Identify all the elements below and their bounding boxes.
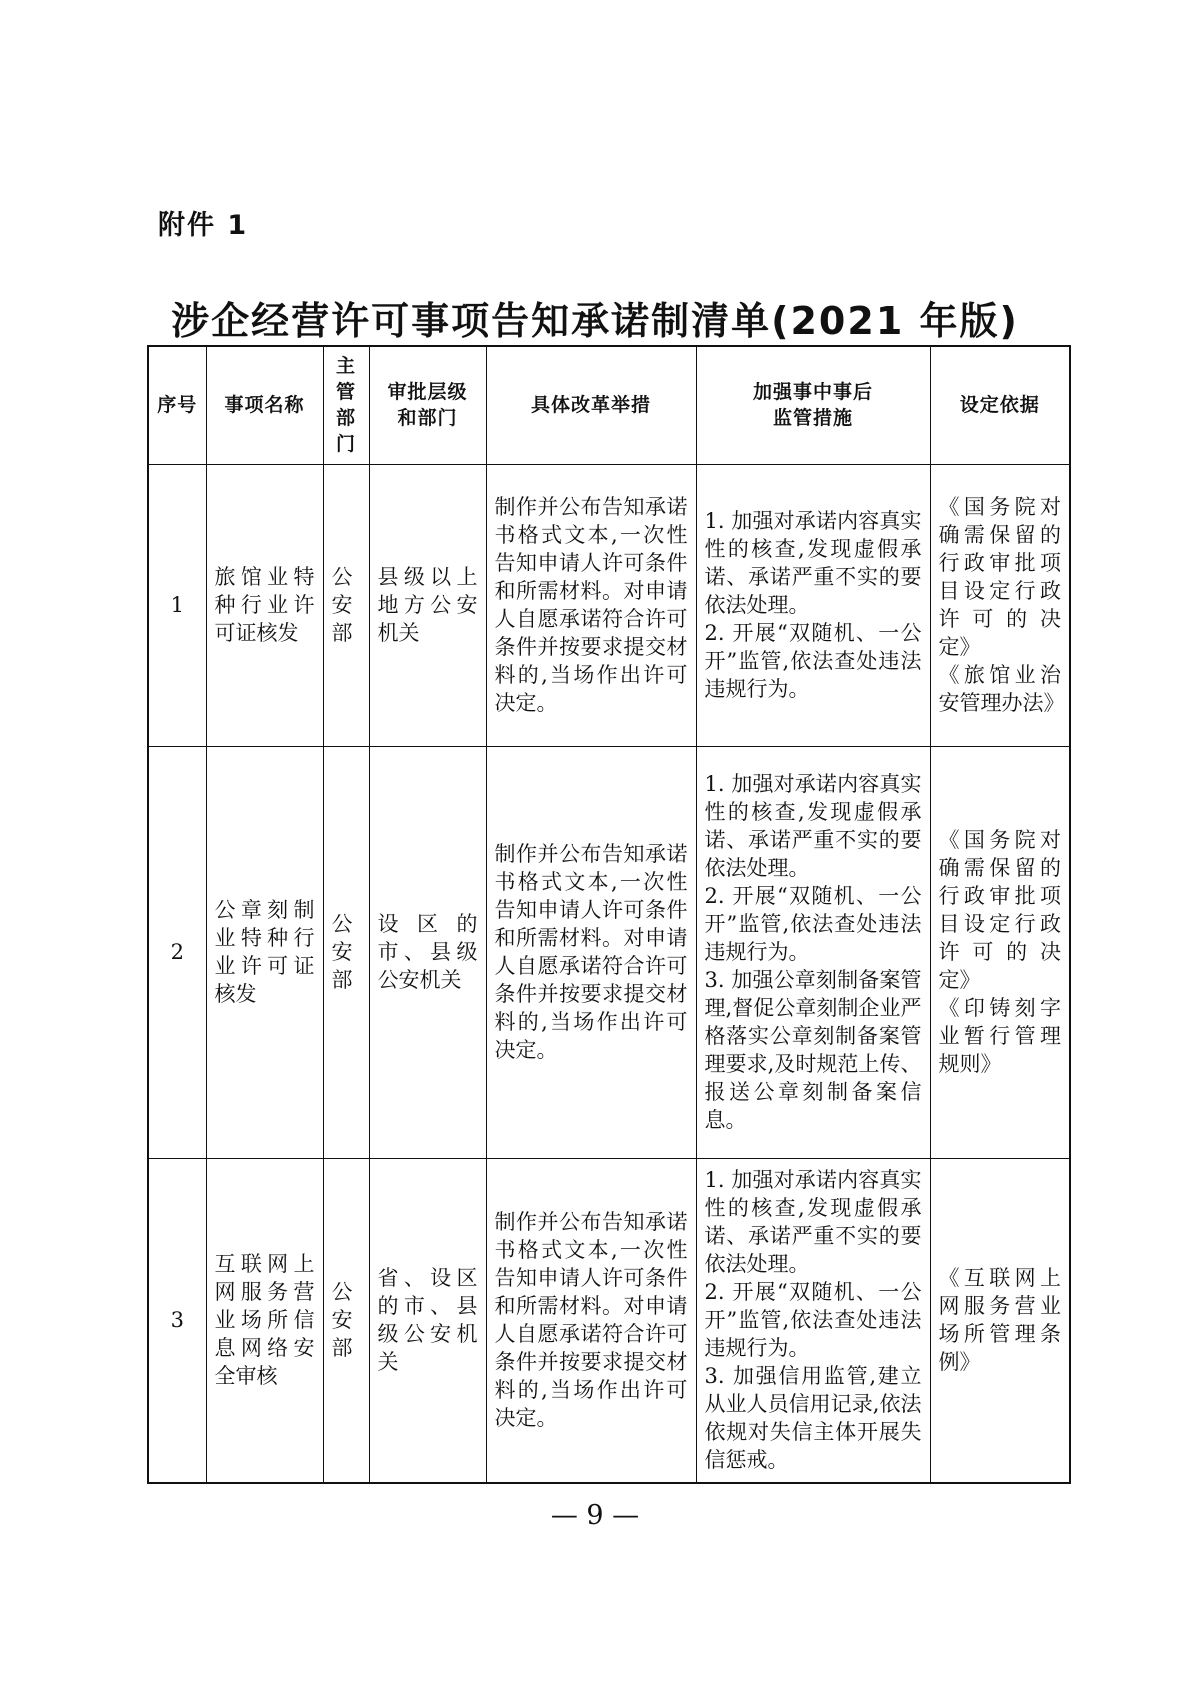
cell-level: 设区的市、县级公安机关 — [369, 746, 486, 1158]
cell-supervision: 1. 加强对承诺内容真实性的核查,发现虚假承诺、承诺严重不实的要依法处理。 2. 开展“双随机、一公开”监管,依法查处违法违规行为。 — [696, 464, 930, 746]
cell-reform: 制作并公布告知承诺书格式文本,一次性告知申请人许可条件和所需材料。对申请人自愿承诺符合许可条件并按要求提交材料的,当场作出许可决定。 — [486, 464, 696, 746]
header-supervision: 加强事中事后 监管措施 — [696, 346, 930, 464]
header-basis: 设定依据 — [930, 346, 1070, 464]
table-header-row — [148, 346, 1070, 464]
cell-level: 省、设区的市、县级公安机关 — [369, 1158, 486, 1483]
cell-seq: 2 — [148, 746, 206, 1158]
header-seq: 序号 — [148, 346, 206, 464]
page-number: — 9 — — [550, 1500, 640, 1531]
header-name: 事项名称 — [206, 346, 323, 464]
cell-dept: 公安部 — [323, 1158, 369, 1483]
cell-level: 县级以上地方公安机关 — [369, 464, 486, 746]
attachment-label: 附件 1 — [158, 210, 249, 241]
permit-list-table — [147, 345, 1071, 1484]
header-dept: 主 管 部 门 — [323, 346, 369, 464]
table-row — [148, 464, 1070, 746]
cell-basis: 《国务院对确需保留的行政审批项目设定行政许可的决定》 《印铸刻字业暂行管理规则》 — [930, 746, 1070, 1158]
cell-basis: 《国务院对确需保留的行政审批项目设定行政许可的决定》 《旅馆业治安管理办法》 — [930, 464, 1070, 746]
cell-seq: 3 — [148, 1158, 206, 1483]
cell-supervision: 1. 加强对承诺内容真实性的核查,发现虚假承诺、承诺严重不实的要依法处理。 2. 开展“双随机、一公开”监管,依法查处违法违规行为。 3. 加强公章刻制备案管理,督促公章刻制企业严格落实公章刻制备案管理要求,及时规范上传、报送公章刻制备案信息。 — [696, 746, 930, 1158]
page-title: 涉企经营许可事项告知承诺制清单(2021 年版) — [171, 299, 1019, 343]
cell-name: 旅馆业特种行业许可证核发 — [206, 464, 323, 746]
cell-supervision: 1. 加强对承诺内容真实性的核查,发现虚假承诺、承诺严重不实的要依法处理。 2. 开展“双随机、一公开”监管,依法查处违法违规行为。 3. 加强信用监管,建立从业人员信用记录,依法依规对失信主体开展失信惩戒。 — [696, 1158, 930, 1483]
cell-reform: 制作并公布告知承诺书格式文本,一次性告知申请人许可条件和所需材料。对申请人自愿承诺符合许可条件并按要求提交材料的,当场作出许可决定。 — [486, 1158, 696, 1483]
table-row — [148, 746, 1070, 1158]
table-row — [148, 1158, 1070, 1483]
header-level: 审批层级 和部门 — [369, 346, 486, 464]
header-reform: 具体改革举措 — [486, 346, 696, 464]
cell-basis: 《互联网上网服务营业场所管理条例》 — [930, 1158, 1070, 1483]
cell-name: 公章刻制业特种行业许可证核发 — [206, 746, 323, 1158]
cell-reform: 制作并公布告知承诺书格式文本,一次性告知申请人许可条件和所需材料。对申请人自愿承诺符合许可条件并按要求提交材料的,当场作出许可决定。 — [486, 746, 696, 1158]
cell-seq: 1 — [148, 464, 206, 746]
cell-dept: 公安部 — [323, 464, 369, 746]
cell-name: 互联网上网服务营业场所信息网络安全审核 — [206, 1158, 323, 1483]
cell-dept: 公安部 — [323, 746, 369, 1158]
